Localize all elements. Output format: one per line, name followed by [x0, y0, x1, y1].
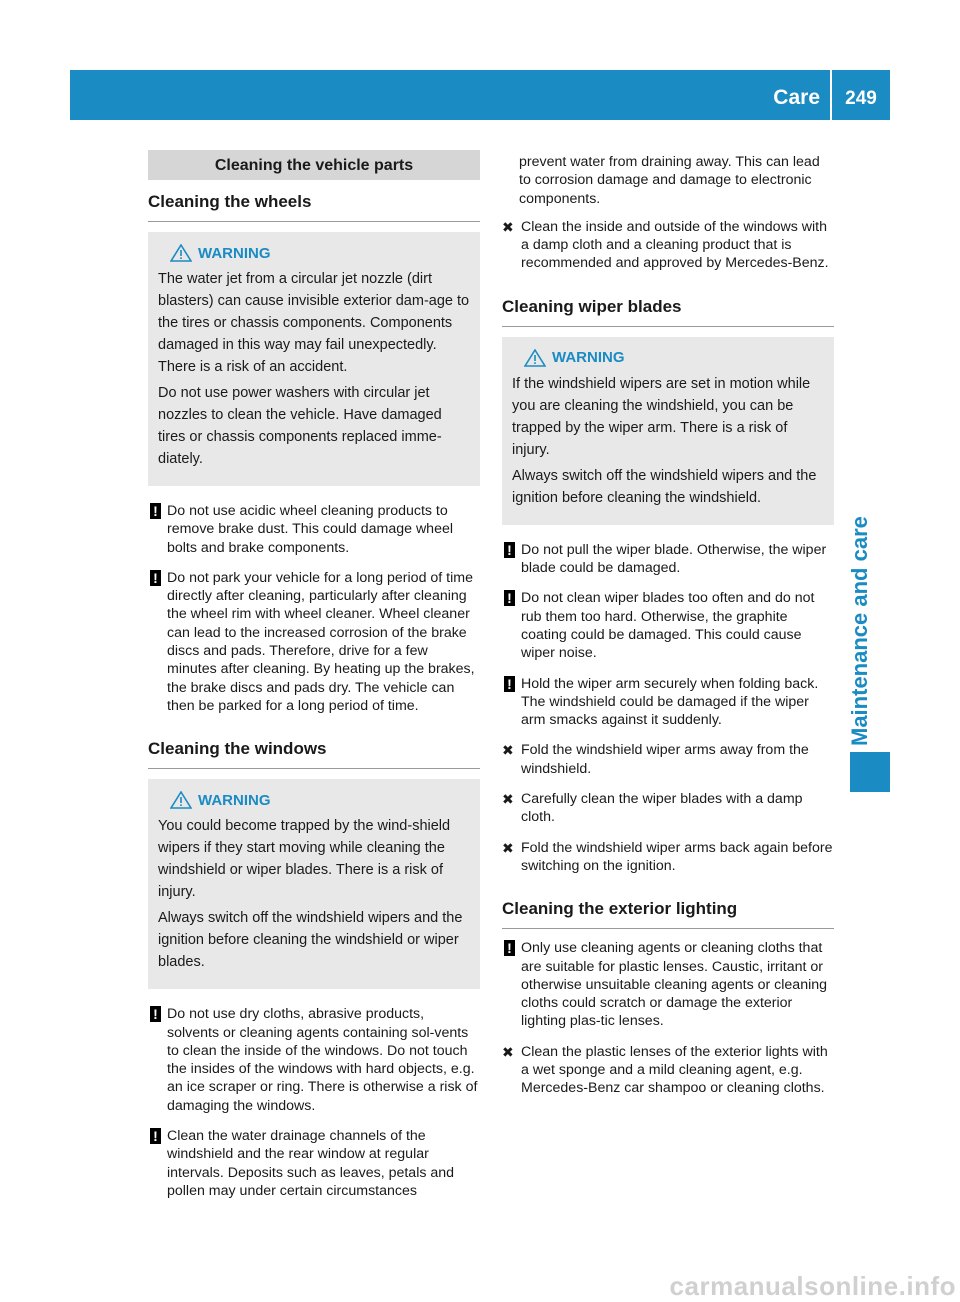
- warning-triangle-icon: [170, 244, 192, 262]
- step-text: Clean the plastic lenses of the exterior lights with a wet sponge and a mild cleaning agent, e.g. Mercedes-Benz car shampoo or cleaning cloths.: [521, 1043, 828, 1097]
- warning-title: [176, 791, 470, 809]
- step-arrow-icon: ✖: [502, 218, 514, 235]
- warning-title-text: WARNING: [198, 791, 271, 809]
- exclamation-notice-icon: !: [150, 570, 161, 586]
- warning-box-wipers: [502, 337, 834, 525]
- notice-text: Do not pull the wiper blade. Otherwise, the wiper blade could be damaged.: [521, 541, 827, 577]
- notice-text: Do not use dry cloths, abrasive products, solvents or cleaning agents containing sol-vents to clean the inside of the windows. Do not touch the insides of the windows with hard objects, e.g. an ice scraper or ring. There is otherwise a risk of damaging the windows.: [167, 1006, 478, 1114]
- step-item: [502, 218, 834, 273]
- warning-paragraph: If the windshield wipers are set in motion while you are cleaning the windshield, you can be trapped by the wiper arm. There is a risk of injury.: [512, 375, 811, 458]
- side-tab-label: Maintenance and care: [847, 516, 872, 746]
- page-header: [70, 70, 890, 120]
- step-text: Fold the windshield wiper arms away from the windshield.: [521, 742, 809, 777]
- notice-text: Only use cleaning agents or cleaning cloths that are suitable for plastic lenses. Caustic, irritant or otherwise unsuitable cleaning agents or cleaning cloths could scratch or damage the exterior lighting plas-tic lenses.: [521, 940, 828, 1030]
- exclamation-notice-icon: !: [504, 590, 515, 606]
- warning-title-text: WARNING: [552, 349, 625, 367]
- notice-item: [502, 589, 834, 662]
- right-column: [502, 153, 834, 1110]
- heading-cleaning-windows: Cleaning the windows: [148, 737, 480, 769]
- warning-box-windows: [148, 779, 480, 989]
- notice-item: [502, 675, 834, 730]
- notice-text: Do not use acidic wheel cleaning products to remove brake dust. This could damage wheel bolts and brake components.: [167, 503, 454, 556]
- step-item: [502, 741, 834, 778]
- step-text: Clean the inside and outside of the windows with a damp cloth and a cleaning product that is recommended and approved by Mercedes-Benz.: [521, 218, 829, 272]
- side-tab-block: [850, 752, 890, 792]
- step-arrow-icon: ✖: [502, 1043, 514, 1060]
- warning-title: [530, 349, 824, 367]
- warning-paragraph: You could become trapped by the wind-shield wipers if they start moving while cleaning the windshield or wiper blades. There is a risk of injury.: [158, 818, 451, 901]
- page-number: 249: [845, 88, 877, 109]
- step-text: Fold the windshield wiper arms back again before switching on the ignition.: [521, 839, 833, 874]
- notice-text: Do not park your vehicle for a long period of time directly after cleaning, particularly after cleaning the wheel rim with wheel cleaner. Wheel cleaner can lead to the increased corrosion of the brake discs and pads. Therefore, drive for a few minutes after cleaning. By heating up the brakes, the brake discs and pads dry. The vehicle can then be parked for a long period of time.: [167, 569, 475, 714]
- header-section-title: Care: [773, 86, 820, 109]
- step-arrow-icon: ✖: [502, 742, 514, 759]
- warning-triangle-icon: [170, 791, 192, 809]
- step-item: [502, 839, 834, 876]
- notice-text: Clean the water drainage channels of the windshield and the rear window at regular intervals. Deposits such as leaves, petals and pollen may under certain circumstances: [167, 1128, 455, 1199]
- warning-triangle-icon: [524, 349, 546, 367]
- step-item: [502, 790, 834, 827]
- step-arrow-icon: ✖: [502, 839, 514, 856]
- exclamation-notice-icon: !: [150, 503, 161, 519]
- warning-paragraph: Always switch off the windshield wipers and the ignition before cleaning the windshield.: [512, 467, 817, 506]
- exclamation-notice-icon: !: [150, 1128, 161, 1144]
- notice-item: [148, 1005, 480, 1115]
- heading-cleaning-wiper-blades: Cleaning wiper blades: [502, 295, 834, 327]
- section-banner: Cleaning the vehicle parts: [148, 150, 480, 180]
- heading-cleaning-exterior-lighting: Cleaning the exterior lighting: [502, 897, 834, 929]
- notice-item: [148, 502, 480, 557]
- step-item: [502, 1043, 834, 1098]
- notice-item: [148, 1127, 480, 1200]
- notice-text: Do not clean wiper blades too often and do not rub them too hard. Otherwise, the graphite coating could be damaged. This could cause wiper noise.: [521, 590, 815, 662]
- watermark: carmanualsonline.info: [669, 1271, 956, 1301]
- notice-text: Hold the wiper arm securely when folding back. The windshield could be damaged if the wiper arm smacks against it suddenly.: [521, 675, 819, 729]
- left-column: [148, 150, 480, 1212]
- exclamation-notice-icon: !: [504, 940, 515, 956]
- warning-paragraph: Do not use power washers with circular jet nozzles to clean the vehicle. Have damaged tires or chassis components replaced imme-diately.: [158, 385, 442, 467]
- warning-paragraph: Always switch off the windshield wipers and the ignition before cleaning the windshield or wiper blades.: [158, 910, 463, 971]
- warning-paragraph: The water jet from a circular jet nozzle (dirt blasters) can cause invisible exterior dam-age to the tires or chassis components. Components damaged in this way may fail unexpectedly. There is a risk of an accident.: [158, 271, 470, 375]
- notice-item: [502, 939, 834, 1030]
- continued-paragraph: prevent water from draining away. This can lead to corrosion damage and damage to electronic components.: [519, 154, 820, 207]
- notice-item: [502, 541, 834, 578]
- heading-cleaning-wheels: Cleaning the wheels: [148, 190, 480, 222]
- step-arrow-icon: ✖: [502, 791, 514, 808]
- exclamation-notice-icon: !: [150, 1006, 161, 1022]
- warning-box-wheels: [148, 232, 480, 486]
- step-text: Carefully clean the wiper blades with a damp cloth.: [521, 791, 803, 826]
- exclamation-notice-icon: !: [504, 542, 515, 558]
- notice-item: [148, 569, 480, 715]
- warning-title-text: WARNING: [198, 244, 271, 262]
- exclamation-notice-icon: !: [504, 676, 515, 692]
- warning-title: [176, 244, 470, 262]
